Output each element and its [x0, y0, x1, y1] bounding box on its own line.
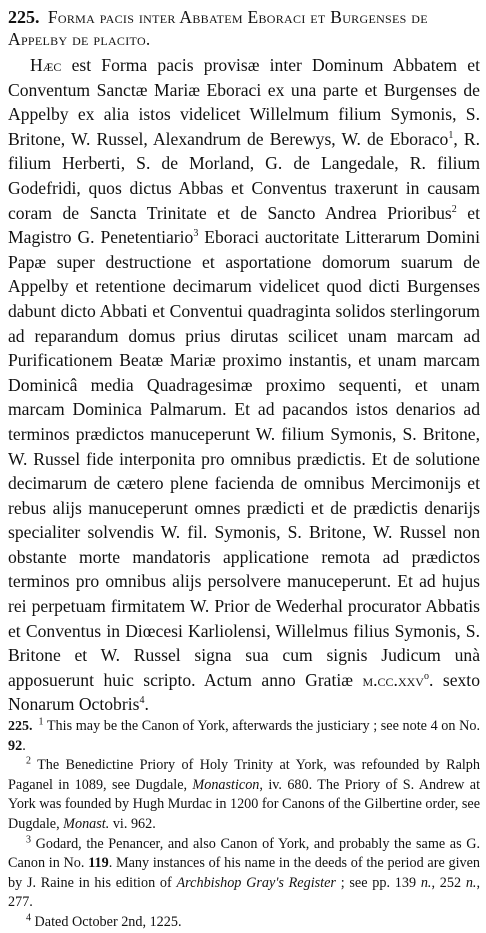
footnote-1-end: . [22, 737, 26, 754]
footnote-ref-2: 2 [451, 203, 457, 215]
footnote-2-number: 2 [26, 755, 31, 767]
footnote-3-text-d: , 252 [431, 874, 466, 891]
text-part-1: est Forma pacis provisæ inter Dominum Abbatem et Conventum Sanctæ Mariæ Eboraci ex una parte et Burgenses de Appelby ex alia istos videlicet Willelmum filium Symonis, S. Britone, W. Russel, Alexandrum de Berewys, W. de Eboraco [8, 55, 480, 149]
text-part-5: . sexto Nonarum Octobris [8, 669, 480, 715]
footnote-4 [8, 913, 480, 933]
footnote-entry-ref: 225. [8, 719, 33, 735]
footnote-ref-4: 4 [139, 695, 145, 707]
footnote-4-text: Dated October 2nd, 1225. [34, 913, 182, 930]
text-part-2: , R. filium Herberti, S. de Morland, G. de Langedale, R. filium Godefridi, quos dictus Abbas et Conventus traxerunt in causam coram de Sancta Trinitate et de Sancto Andrea Prioribus [8, 128, 480, 223]
entry-number: 225. [8, 7, 40, 27]
footnote-2-text-b: , iv. 680. The Priory of S. Andrew at York was founded by Hugh Murdac in 1200 for Canons of the Gilbertine order, see Dugdale, [8, 776, 481, 832]
footnotes [8, 717, 480, 933]
footnote-3-number: 3 [26, 833, 31, 845]
initial-word: Hæc [30, 55, 62, 75]
footnote-3-note-abbr-2: n. [465, 874, 477, 891]
text-part-4: Eboraci auctoritate Litterarum Domini Papæ super destructione et asportatione domorum suarum de Appelby et retentione decimarum videlicet quod dicti Burgenses dabunt dicto Abbati et Conventui quadraginta solidos sterlingorum ad reparandum domus prius dirutas scilicet unam marcam ad Purificationem Beatæ Mariæ proximo instantis, et unam marcam Dominicâ media Quadragesimæ proximo sequenti, et unam marcam Dominica Palmarum. Et ad pacandos istos denarios ad terminos prædictos manuceperunt W. filium Symonis, S. Britone, W. Russel fide interponita pro omnibus prædictis. Et de solutione decimarum de cætero plene facienda de omnibus Mercimonijs et rebus alijs manuceperunt omnes prædicti et de prædictis denarijs specialiter solvendis W. fil. Symonis, S. Britone, W. Russel non obstante morte mandatoris applicatione remota ad prædictos terminos pro omnibus alijs persolvere manuceperunt. Et ad hujus rei perpetuam firmitatem W. Prior de Wederhal procurator Abbatis et Conventus in Diœcesi Karliolensi, Willelmus filius Symonis, S. Britone et W. Russel signa sua cum signis Judicum unà apposuerunt huic scripto. Actum anno Gratiæ [8, 227, 480, 690]
footnote-4-number: 4 [26, 912, 31, 924]
date-roman: m.cc.xxv [362, 669, 424, 690]
text-part-3: et Magistro G. Penetentiario [8, 202, 480, 248]
footnote-3-text-c: ; see pp. 139 [335, 874, 421, 891]
document-heading [8, 6, 480, 50]
entry-title: Forma pacis inter Abbatem Eboraci et Burgenses de Appelby de placito. [8, 7, 428, 49]
footnote-3-crossref: 119 [88, 855, 109, 872]
footnote-3-text-a: Godard, the Penancer, and also Canon of York, and probably the same as G. Canon in No. [8, 835, 480, 872]
charter-text [8, 53, 480, 717]
footnote-3-text-e: , 277. [8, 874, 481, 911]
footnote-2-citation-1: Monasticon [192, 776, 260, 793]
date-degree: o [423, 670, 429, 682]
footnote-2-text-a: The Benedictine Priory of Holy Trinity at York, was refounded by Ralph Paganel in 1089, see Dugdale, [8, 757, 480, 793]
footnote-1-crossref: 92 [8, 737, 23, 754]
footnote-1 [8, 717, 480, 756]
footnote-1-number: 1 [38, 716, 44, 728]
footnote-3-citation: Archbishop Gray's Register [176, 874, 336, 891]
footnote-2 [8, 756, 480, 834]
text-part-6: . [144, 694, 149, 715]
footnote-2-text-c: vi. 962. [109, 816, 156, 832]
footnote-2-citation-2: Monast. [63, 816, 110, 832]
footnote-1-text: This may be the Canon of York, afterwards the justiciary ; see note 4 on No. [46, 718, 481, 735]
footnote-3 [8, 835, 480, 913]
footnote-ref-3: 3 [193, 228, 199, 240]
footnote-ref-1: 1 [448, 129, 454, 141]
footnote-3-text-b: . Many instances of his name in the deeds of the period are given by J. Raine in his edition of [8, 855, 481, 891]
footnote-3-note-abbr-1: n. [420, 874, 432, 891]
